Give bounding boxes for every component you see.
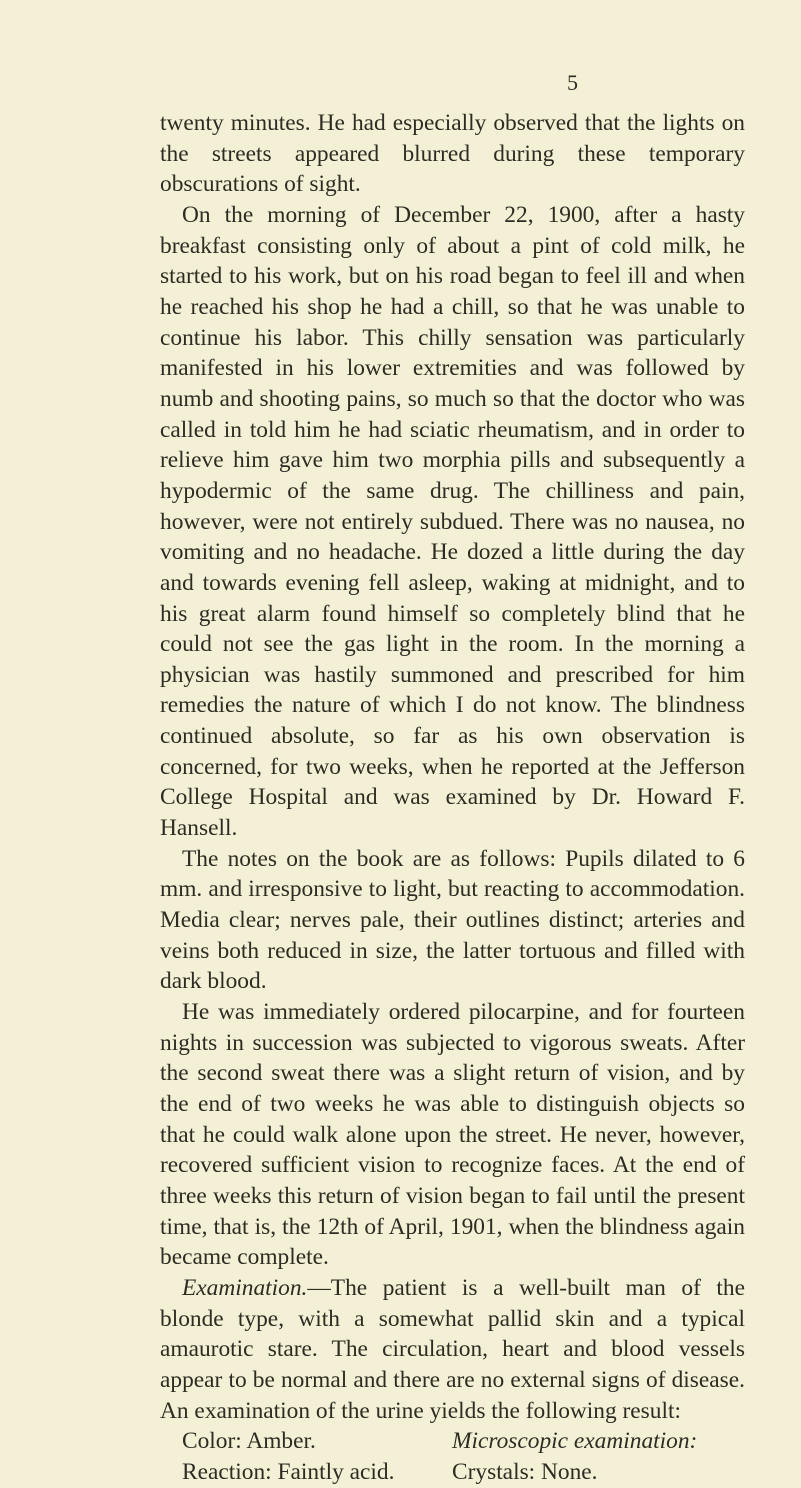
page-number: 5 xyxy=(567,70,578,95)
result-crystals: Crystals: None. xyxy=(452,1458,598,1485)
examination-heading: Examination. xyxy=(182,1274,308,1301)
microscopic-heading: Microscopic examination: xyxy=(452,1428,698,1455)
result-reaction: Reaction: Faintly acid. xyxy=(182,1458,395,1485)
examination-text: —The patient is a well-built man of the blonde type, with a somewhat pallid skin and a typical amaurotic stare. The circulation, heart and blood vessels appear to be normal and there are no external signs of disease. An examination of the urine yields the following result: xyxy=(160,1274,745,1424)
paragraph: The notes on the book are as follows: Pupils dilated to 6 mm. and irresponsive to light, but reacting to accommodation. Media clear; nerves pale, their outlines distinct; arteries and veins both reduced in size, the latter tortuous and filled with dark blood. xyxy=(160,845,745,995)
page-body xyxy=(160,108,745,1488)
examination-paragraph xyxy=(160,1273,745,1426)
paragraph: twenty minutes. He had especially observed that the lights on the streets appeared blurred during these temporary obscurations of sight. xyxy=(160,110,745,198)
paragraph: On the morning of December 22, 1900, after a hasty breakfast consisting only of about a pint of cold milk, he started to his work, but on his road began to feel ill and when he reached his shop he had a chill, so that he was unable to continue his labor. This chilly sensation was particularly manifested in his lower extremities and was followed by numb and shooting pains, so much so that the doctor who was called in told him he had sciatic rheumatism, and in order to relieve him gave him two morphia pills and subsequently a hypodermic of the same drug. The chilliness and pain, however, were not entirely subdued. There was no nausea, no vomiting and no headache. He dozed a little during the day and towards evening fell asleep, waking at midnight, and to his great alarm found himself so completely blind that he could not see the gas light in the room. In the morning a physician was hastily summoned and prescribed for him remedies the nature of which I do not know. The blindness continued absolute, so far as his own observation is concerned, for two weeks, when he reported at the Jefferson College Hospital and was examined by Dr. Howard F. Hansell. xyxy=(160,201,745,842)
paragraph: He was immediately ordered pilocarpine, and for fourteen nights in succession was subjected to vigorous sweats. After the second sweat there was a slight return of vision, and by the end of two weeks he was able to distinguish objects so that he could walk alone upon the street. He never, however, recovered sufficient vision to recognize faces. At the end of three weeks this return of vision began to fail until the present time, that is, the 12th of April, 1901, when the blindness again became complete. xyxy=(160,999,745,1271)
result-color: Color: Amber. xyxy=(182,1428,316,1455)
urine-results xyxy=(160,1426,745,1487)
